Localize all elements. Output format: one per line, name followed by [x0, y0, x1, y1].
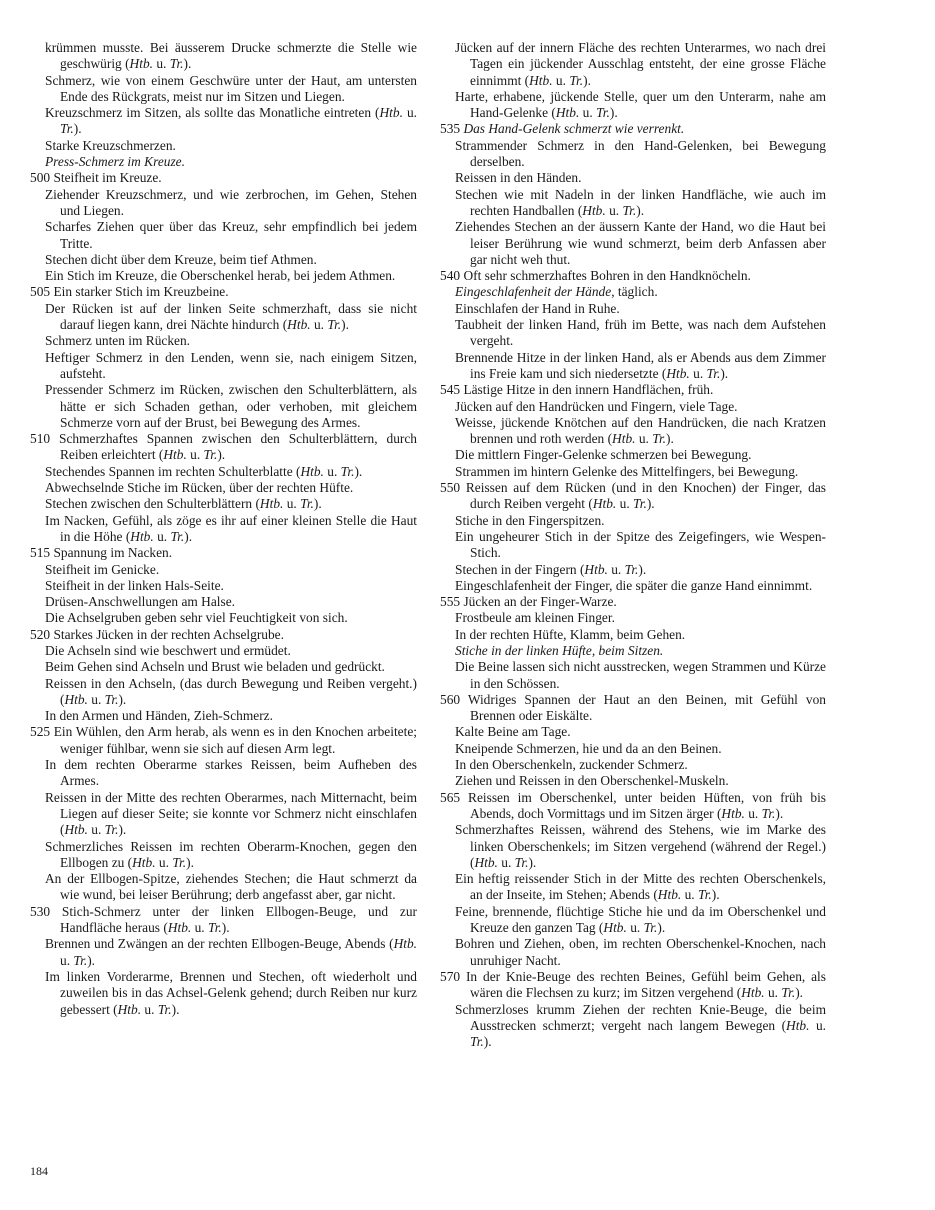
- symptom-entry: [440, 529, 826, 562]
- entry-text: Kreuzschmerz im Sitzen, als sollte das Monatliche eintreten (Htb. u. Tr.).: [45, 105, 418, 137]
- symptom-entry: [440, 268, 826, 284]
- entry-number: 515: [30, 545, 54, 561]
- symptom-entry: [30, 40, 417, 73]
- symptom-entry: [440, 284, 826, 300]
- entry-text: Starkes Jücken in der rechten Achselgrube.: [53, 626, 284, 642]
- entry-text: Die Beine lassen sich nicht ausstrecken, wegen Strammen und Kürze in den Schössen.: [455, 659, 826, 691]
- entry-text: Ein Wühlen, den Arm herab, als wenn es in den Knochen arbeitete; weniger fühlbar, wenn sie sich auf diesen Arm legt.: [53, 724, 417, 756]
- symptom-entry: [30, 936, 417, 969]
- symptom-entry: [30, 562, 417, 578]
- entry-text: Schmerzhaftes Spannen zwischen den Schulterblättern, durch Reiben erleichtert (Htb. u. Tr.).: [59, 431, 417, 463]
- entry-number: 545: [440, 382, 464, 398]
- entry-text: Kalte Beine am Tage.: [455, 724, 571, 740]
- entry-text: Scharfes Ziehen quer über das Kreuz, sehr empfindlich bei jedem Tritte.: [45, 219, 417, 251]
- symptom-entry: [440, 969, 826, 1002]
- entry-text: In der Knie-Beuge des rechten Beines, Gefühl beim Gehen, als wären die Flechsen zu kurz; im Sitzen vergehend (Htb. u. Tr.).: [465, 968, 826, 1001]
- entry-text: Der Rücken ist auf der linken Seite schmerzhaft, dass sie nicht darauf liegen kann, drei Nächte hindurch (Htb. u. Tr.).: [45, 300, 417, 333]
- entry-text: In den Armen und Händen, Zieh-Schmerz.: [45, 708, 273, 724]
- entry-text: Starke Kreuzschmerzen.: [45, 137, 176, 153]
- symptom-entry: [30, 969, 417, 1018]
- entry-text: Stich-Schmerz unter der linken Ellbogen-Beuge, und zur Handfläche heraus (Htb. u. Tr.).: [60, 903, 418, 936]
- entry-text: Ein Stich im Kreuze, die Oberschenkel herab, bei jedem Athmen.: [45, 268, 396, 284]
- symptom-entry: [440, 822, 826, 871]
- symptom-entry: [30, 219, 417, 252]
- symptom-entry: [440, 121, 826, 137]
- symptom-entry: [440, 871, 826, 904]
- entry-text: Reissen in der Mitte des rechten Oberarmes, nach Mitternacht, beim Liegen auf dieser Seite; sie konnte vor Schmerz nicht einschlafen (Htb. u. Tr.).: [45, 789, 417, 838]
- entry-number: 500: [30, 170, 54, 186]
- symptom-entry: [440, 382, 826, 398]
- symptom-entry: [440, 904, 826, 937]
- symptom-entry: [30, 350, 417, 383]
- entry-text: Lästige Hitze in den innern Handflächen, früh.: [463, 382, 714, 398]
- symptom-entry: [30, 790, 417, 839]
- symptom-entry: [30, 105, 417, 138]
- entry-text: Einschlafen der Hand in Ruhe.: [455, 300, 620, 316]
- entry-text: Harte, erhabene, jückende Stelle, quer um den Unterarm, nahe am Hand-Gelenke (Htb. u. Tr.).: [455, 88, 826, 121]
- entry-text: Das Hand-Gelenk schmerzt wie verrenkt.: [463, 121, 685, 137]
- symptom-entry: [30, 757, 417, 790]
- entry-number: 570: [440, 968, 466, 984]
- symptom-entry: [440, 415, 826, 448]
- entry-text: Steifheit im Kreuze.: [53, 170, 162, 186]
- symptom-entry: [30, 659, 417, 675]
- symptom-entry: [30, 610, 417, 626]
- entry-text: Kneipende Schmerzen, hie und da an den Beinen.: [455, 740, 722, 756]
- entry-text: Ziehen und Reissen in den Oberschenkel-Muskeln.: [455, 773, 729, 789]
- entry-text: Abwechselnde Stiche im Rücken, über der rechten Hüfte.: [45, 480, 354, 496]
- symptom-entry: [30, 871, 417, 904]
- entry-text: Schmerzhaftes Reissen, während des Stehens, wie im Marke des linken Oberschenkels; im Sitzen vergehend (während der Regel.) (Htb. u. Tr.).: [455, 822, 826, 870]
- entry-number: 530: [30, 903, 62, 919]
- symptom-entry: [440, 447, 826, 463]
- entry-text: Die mittlern Finger-Gelenke schmerzen bei Bewegung.: [455, 447, 752, 463]
- symptom-entry: [30, 284, 417, 300]
- entry-number: 555: [440, 594, 464, 610]
- entry-number: 565: [440, 789, 469, 805]
- symptom-entry: [440, 219, 826, 268]
- entry-text: Stechen zwischen den Schulterblättern (Htb. u. Tr.).: [45, 496, 322, 512]
- entry-text: Schmerz, wie von einem Geschwüre unter der Haut, am untersten Ende des Rückgrats, meist nur im Sitzen und Liegen.: [45, 72, 417, 104]
- entry-text: Ein starker Stich im Kreuzbeine.: [53, 284, 229, 300]
- symptom-entry: [440, 562, 826, 578]
- symptom-entry: [30, 724, 417, 757]
- entry-text: Im linken Vorderarme, Brennen und Stechen, oft wiederholt und zuweilen bis in das Achsel-Gelenk gehend; durch Reiben nur kurz gebessert (Htb. u. Tr.).: [45, 968, 417, 1017]
- symptom-entry: [440, 317, 826, 350]
- symptom-entry: [440, 464, 826, 480]
- symptom-entry: [440, 578, 826, 594]
- symptom-entry: [30, 73, 417, 106]
- entry-text: Ziehender Kreuzschmerz, und wie zerbrochen, im Gehen, Stehen und Liegen.: [45, 186, 417, 218]
- entry-text: Schmerzliches Reissen im rechten Oberarm-Knochen, gegen den Ellbogen zu (Htb. u. Tr.).: [45, 838, 417, 870]
- entry-text: Brennen und Zwängen an der rechten Ellbogen-Beuge, Abends (Htb. u. Tr.).: [45, 936, 417, 968]
- symptom-entry: [440, 399, 826, 415]
- entry-text: Reissen auf dem Rücken (und in den Knochen) der Finger, das durch Reiben vergeht (Htb. u. Tr.).: [465, 480, 826, 512]
- symptom-entry: [440, 187, 826, 220]
- symptom-entry: [30, 708, 417, 724]
- symptom-entry: [440, 40, 826, 89]
- entry-text: In der rechten Hüfte, Klamm, beim Gehen.: [455, 626, 686, 642]
- symptom-entry: [30, 513, 417, 546]
- symptom-entry: [440, 741, 826, 757]
- entry-text: Oft sehr schmerzhaftes Bohren in den Handknöcheln.: [463, 268, 751, 284]
- entry-text: Stechendes Spannen im rechten Schulterblatte (Htb. u. Tr.).: [45, 463, 363, 479]
- entry-text: Strammen im hintern Gelenke des Mittelfingers, bei Bewegung.: [455, 463, 799, 479]
- left-column: [30, 40, 417, 1018]
- symptom-entry: [440, 1002, 826, 1051]
- symptom-entry: [440, 594, 826, 610]
- symptom-entry: [440, 692, 826, 725]
- symptom-entry: [30, 138, 417, 154]
- entry-text: Beim Gehen sind Achseln und Brust wie beladen und gedrückt.: [45, 659, 385, 675]
- entry-text: Press-Schmerz im Kreuze.: [45, 154, 185, 170]
- entry-text: Drüsen-Anschwellungen am Halse.: [45, 594, 236, 610]
- entry-text: Feine, brennende, flüchtige Stiche hie und da im Oberschenkel und Kreuze den ganzen Tag (Htb. u. Tr.).: [455, 903, 826, 936]
- entry-text: Steifheit im Genicke.: [45, 561, 160, 577]
- entry-text: Bohren und Ziehen, oben, im rechten Oberschenkel-Knochen, nach unruhiger Nacht.: [455, 936, 826, 968]
- symptom-entry: [30, 333, 417, 349]
- symptom-entry: [30, 431, 417, 464]
- symptom-entry: [440, 790, 826, 823]
- entry-text: Jücken an der Finger-Warze.: [463, 594, 617, 610]
- symptom-entry: [440, 643, 826, 659]
- symptom-entry: [440, 936, 826, 969]
- entry-number: 550: [440, 480, 466, 496]
- symptom-entry: [30, 154, 417, 170]
- entry-text: Stechen dicht über dem Kreuze, beim tief Athmen.: [45, 251, 317, 267]
- entry-text: Im Nacken, Gefühl, als zöge es ihr auf einer kleinen Stelle die Haut in die Höhe (Htb. u. Tr.).: [45, 512, 417, 544]
- entry-text: Schmerzloses krumm Ziehen der rechten Knie-Beuge, die beim Ausstrecken schmerzt; vergeht nach langem Bewegen (Htb. u. Tr.).: [455, 1001, 826, 1050]
- entry-text: Widriges Spannen der Haut an den Beinen, mit Gefühl von Brennen oder Eiskälte.: [467, 691, 826, 724]
- symptom-entry: [440, 480, 826, 513]
- symptom-entry: [30, 496, 417, 512]
- symptom-entry: [30, 676, 417, 709]
- symptom-entry: [440, 757, 826, 773]
- entry-number: 520: [30, 626, 54, 642]
- entry-text: In dem rechten Oberarme starkes Reissen, beim Aufheben des Armes.: [45, 757, 417, 789]
- entry-text: Pressender Schmerz im Rücken, zwischen den Schulterblättern, als hätte er sich Schaden gethan, oder verhoben, mit gleichem Schmerze vorn auf der Brust, bei Bewegung des Armes.: [45, 382, 417, 430]
- entry-text: Strammender Schmerz in den Hand-Gelenken, bei Bewegung derselben.: [455, 137, 826, 170]
- entry-text: Stechen wie mit Nadeln in der linken Handfläche, wie auch im rechten Handballen (Htb. u. Tr.).: [455, 186, 826, 218]
- entry-text: Ein ungeheurer Stich in der Spitze des Zeigefingers, wie Wespen-Stich.: [455, 528, 826, 561]
- entry-number: 505: [30, 284, 54, 300]
- entry-number: 510: [30, 431, 59, 447]
- entry-text: Stiche in der linken Hüfte, beim Sitzen.: [455, 642, 664, 658]
- entry-text: Eingeschlafenheit der Hände, täglich.: [455, 284, 658, 300]
- entry-text: Weisse, jückende Knötchen auf den Handrücken, die nach Kratzen brennen und roth werden (Htb. u. Tr.).: [455, 414, 826, 447]
- symptom-entry: [440, 138, 826, 171]
- entry-text: Heftiger Schmerz in den Lenden, wenn sie, nach einigem Sitzen, aufsteht.: [45, 349, 417, 381]
- entry-text: Eingeschlafenheit der Finger, die später die ganze Hand einnimmt.: [455, 577, 813, 593]
- entry-text: krümmen musste. Bei äusserem Drucke schmerzte die Stelle wie geschwürig (Htb. u. Tr.).: [45, 40, 417, 72]
- symptom-entry: [30, 904, 417, 937]
- symptom-entry: [30, 627, 417, 643]
- symptom-entry: [440, 350, 826, 383]
- entry-text: Jücken auf den Handrücken und Fingern, viele Tage.: [455, 398, 738, 414]
- entry-text: Die Achselgruben geben sehr viel Feuchtigkeit von sich.: [45, 610, 348, 626]
- symptom-entry: [30, 464, 417, 480]
- entry-text: An der Ellbogen-Spitze, ziehendes Stechen; die Haut schmerzt da wie wund, bei leiser Berührung; derb angefasst aber, gar nicht.: [45, 871, 417, 903]
- entry-number: 540: [440, 268, 464, 284]
- symptom-entry: [30, 480, 417, 496]
- symptom-entry: [440, 513, 826, 529]
- entry-text: Stechen in der Fingern (Htb. u. Tr.).: [455, 561, 647, 577]
- entry-text: Die Achseln sind wie beschwert und ermüdet.: [45, 642, 291, 658]
- symptom-entry: [30, 839, 417, 872]
- symptom-entry: [30, 578, 417, 594]
- entry-text: Jücken auf der innern Fläche des rechten Unterarmes, wo nach drei Tagen ein jückender Ausschlag entsteht, der eine grosse Fläche einnimmt (Htb. u. Tr.).: [455, 40, 826, 88]
- entry-text: Ziehendes Stechen an der äussern Kante der Hand, wo die Haut bei leiser Berührung wie wund schmerzt, beim derb Anfassen aber gar nicht weh thut.: [455, 219, 826, 267]
- entry-number: 560: [440, 691, 468, 707]
- symptom-entry: [30, 382, 417, 431]
- symptom-entry: [440, 170, 826, 186]
- entry-number: 535: [440, 121, 464, 137]
- entry-text: Schmerz unten im Rücken.: [45, 333, 191, 349]
- symptom-entry: [440, 659, 826, 692]
- symptom-entry: [440, 89, 826, 122]
- entry-text: Reissen in den Händen.: [455, 170, 582, 186]
- entry-text: Stiche in den Fingerspitzen.: [455, 512, 605, 528]
- symptom-entry: [30, 252, 417, 268]
- entry-text: Reissen in den Achseln, (das durch Bewegung und Reiben vergeht.) (Htb. u. Tr.).: [45, 675, 417, 707]
- entry-text: Reissen im Oberschenkel, unter beiden Hüften, von früh bis Abends, doch Vormittags und im Sitzen ärger (Htb. u. Tr.).: [468, 789, 827, 821]
- symptom-entry: [30, 268, 417, 284]
- symptom-entry: [440, 773, 826, 789]
- entry-text: Taubheit der linken Hand, früh im Bette, was nach dem Aufstehen vergeht.: [455, 317, 826, 349]
- symptom-entry: [30, 170, 417, 186]
- entry-text: Spannung im Nacken.: [53, 545, 173, 561]
- symptom-entry: [440, 724, 826, 740]
- entry-text: Steifheit in der linken Hals-Seite.: [45, 577, 224, 593]
- symptom-entry: [440, 610, 826, 626]
- symptom-entry: [30, 187, 417, 220]
- symptom-entry: [30, 545, 417, 561]
- symptom-entry: [30, 301, 417, 334]
- entry-text: Frostbeule am kleinen Finger.: [455, 610, 615, 626]
- symptom-entry: [30, 594, 417, 610]
- right-column: [440, 40, 826, 1050]
- entry-text: Brennende Hitze in der linken Hand, als er Abends aus dem Zimmer ins Freie kam und sich niedersetzte (Htb. u. Tr.).: [455, 349, 826, 381]
- entry-number: 525: [30, 724, 54, 740]
- symptom-entry: [30, 643, 417, 659]
- symptom-entry: [440, 301, 826, 317]
- symptom-entry: [440, 627, 826, 643]
- entry-text: Ein heftig reissender Stich in der Mitte des rechten Oberschenkels, an der Inseite, im Stehen; Abends (Htb. u. Tr.).: [455, 871, 826, 903]
- entry-text: In den Oberschenkeln, zuckender Schmerz.: [455, 757, 688, 773]
- page-number: 184: [30, 1164, 48, 1178]
